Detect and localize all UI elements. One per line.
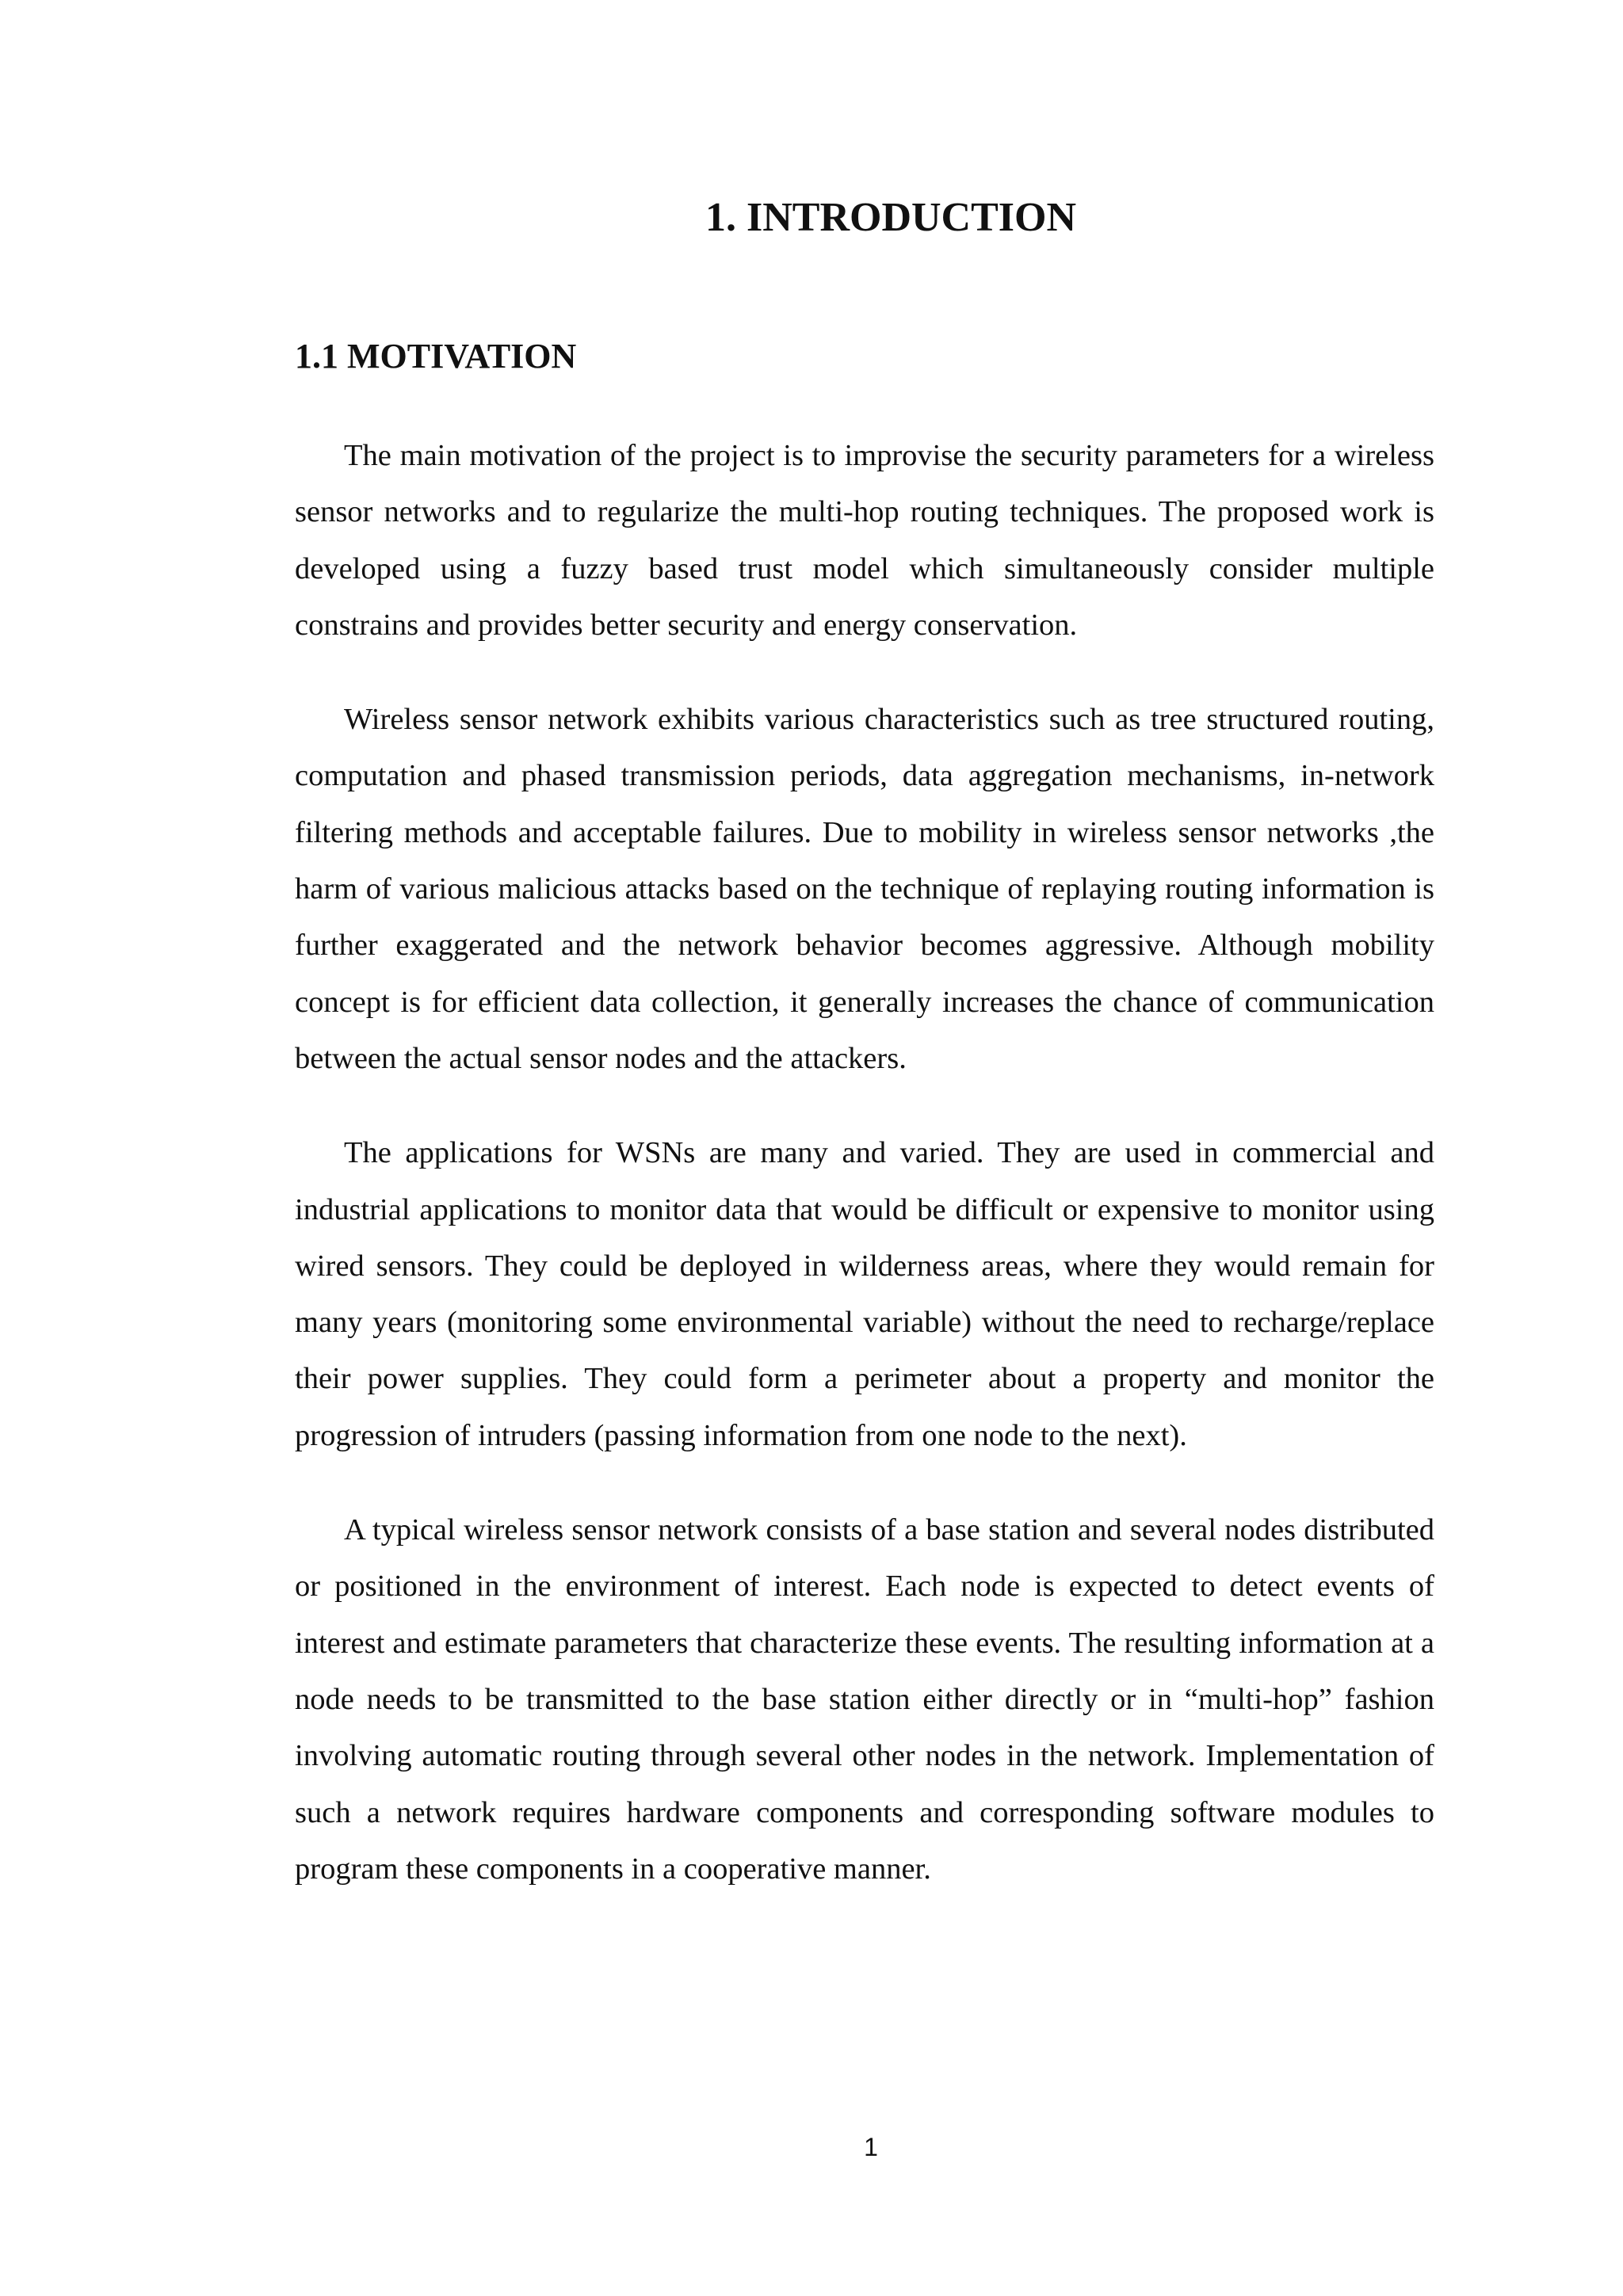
paragraph-applications: The applications for WSNs are many and varied. They are used in commercial and industrial applications to monitor data that would be difficult or expensive to monitor using wired sensors. They could be deployed in wilderness areas, where they would remain for many years (monitoring some environmental variable) without the need to recharge/replace their power supplies. They could form a perimeter about a property and monitor the progression of intruders (passing information from one node to the next). (295, 1136, 1434, 1452)
section-body (295, 428, 1434, 1936)
paragraph-characteristics: Wireless sensor network exhibits various characteristics such as tree structured routing, computation and phased transmission periods, data aggregation mechanisms, in-network filtering methods and acceptable failures. Due to mobility in wireless sensor networks ,the harm of various malicious attacks based on the technique of replaying routing information is further exaggerated and the network behavior becomes aggressive. Although mobility concept is for efficient data collection, it generally increases the chance of communication between the actual sensor nodes and the attackers. (295, 703, 1434, 1075)
page-number: 1 (864, 2133, 878, 2161)
section-title: 1.1 MOTIVATION (295, 337, 577, 376)
paragraph-typical-network: A typical wireless sensor network consists of a base station and several nodes distributed or positioned in the environment of interest. Each node is expected to detect events of interest and estimate parameters that characterize these events. The resulting information at a node needs to be transmitted to the base station either directly or in “multi-hop” fashion involving automatic routing through several other nodes in the network. Implementation of such a network requires hardware components and corresponding software modules to program these components in a cooperative manner. (295, 1513, 1434, 1886)
chapter-title: 1. INTRODUCTION (705, 195, 1077, 240)
paragraph-motivation: The main motivation of the project is to improvise the security parameters for a wireless sensor networks and to regularize the multi-hop routing techniques. The proposed work is developed using a fuzzy based trust model which simultaneously consider multiple constrains and provides better security and energy conservation. (295, 439, 1434, 642)
